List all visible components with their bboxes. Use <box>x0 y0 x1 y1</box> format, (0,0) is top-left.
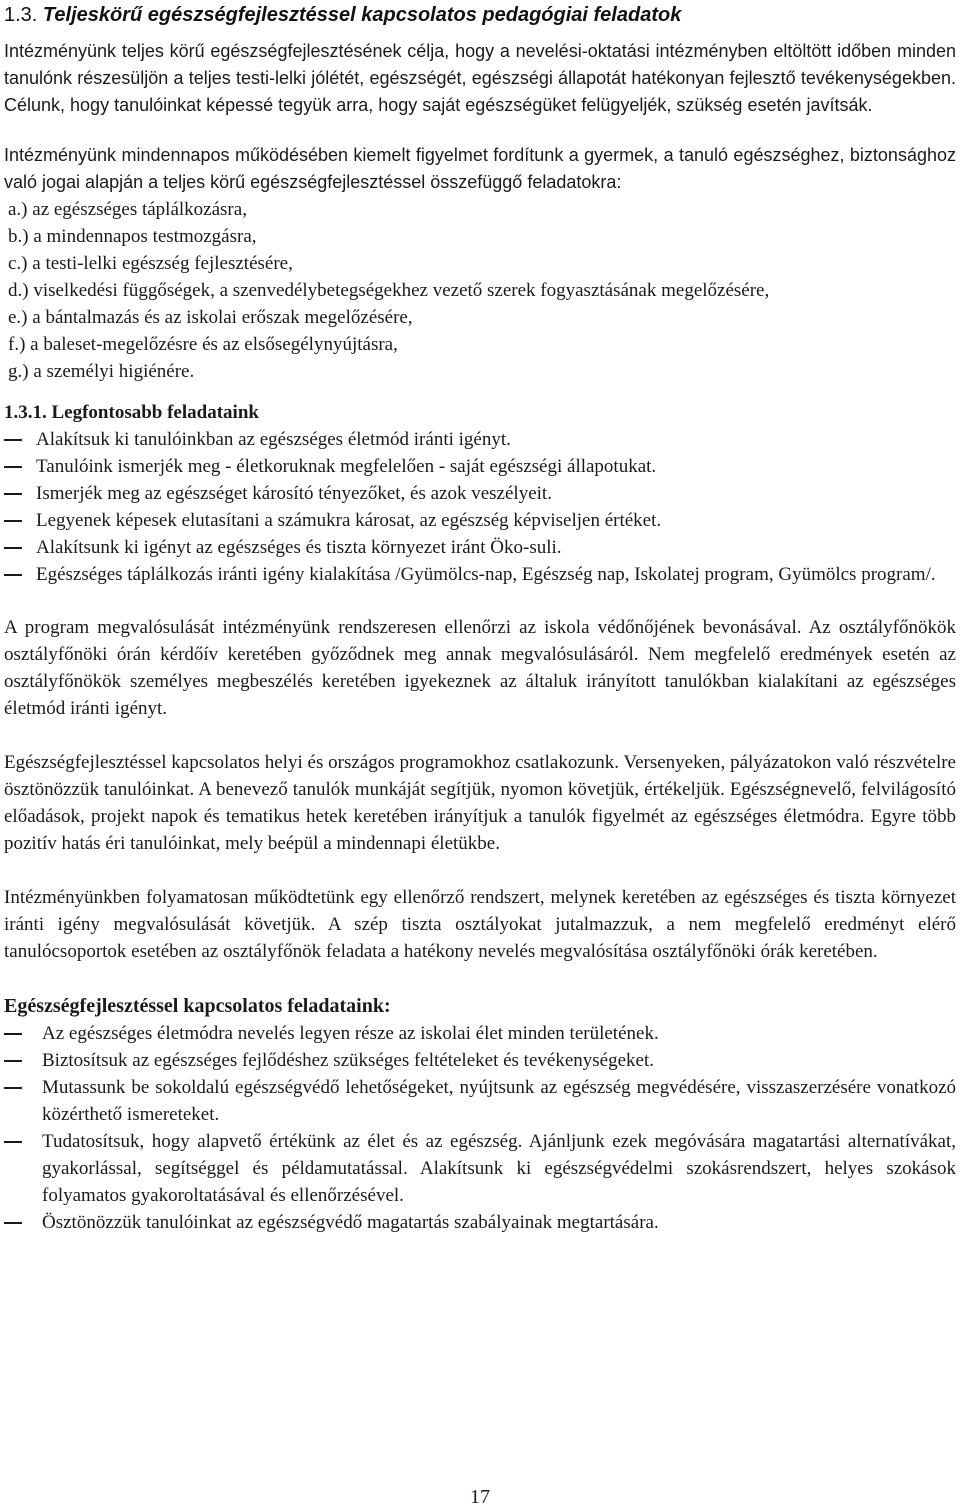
list-item: d.) viselkedési függőségek, a szenvedélybetegségekhez vezető szerek fogyasztásának megelőzésére, <box>8 280 770 301</box>
list-item: f.) a baleset-megelőzésre és az elsősegélynyújtásra, <box>8 334 398 355</box>
list-item: Alakítsunk ki igényt az egészséges és tiszta környezet iránt Öko-suli. <box>4 534 956 561</box>
section-number: 1.3. <box>4 4 38 26</box>
list-item: Biztosítsuk az egészséges fejlődéshez szükséges feltételeket és tevékenységeket. <box>4 1047 956 1074</box>
list-item: Tudatosítsuk, hogy alapvető értékünk az élet és az egészség. Ajánljunk ezek megóvására magatartási alternatívákat, gyakorlással, segítséggel és példamutatással. Alakítsunk ki egészségvédelmi szokásrendszert, helyes szokások folyamatos gyakoroltatásával és ellenőrzésével. <box>4 1128 956 1209</box>
list-item: Ösztönözzük tanulóinkat az egészségvédő magatartás szabályainak megtartására. <box>4 1209 956 1236</box>
list-item: a.) az egészséges táplálkozásra, <box>8 199 247 220</box>
list-item: e.) a bántalmazás és az iskolai erőszak megelőzésére, <box>8 307 413 328</box>
section-title: Teljeskörű egészségfejlesztéssel kapcsolatos pedagógiai feladatok <box>42 4 682 26</box>
key-tasks-list <box>4 426 956 588</box>
list-item: c.) a testi-lelki egészség fejlesztésére, <box>8 253 293 274</box>
subsection-heading: 1.3.1. Legfontosabb feladataink <box>4 402 259 423</box>
list-item: Tanulóink ismerjék meg - életkoruknak megfelelően - saját egészségi állapotukat. <box>4 453 956 480</box>
related-tasks-list <box>4 1020 956 1236</box>
list-item: Mutassunk be sokoldalú egészségvédő lehetőségeket, nyújtsunk az egészség megvédésére, visszaszerzésére vonatkozó közérthető ismereteket. <box>4 1074 956 1128</box>
intro-paragraph: Intézményünk teljes körű egészségfejlesztésének célja, hogy a nevelési-oktatási intézményben eltöltött időben minden tanulónk részesüljön a teljes testi-lelki jólétét, egészségét, egészségi állapotát hatékonyan fejlesztő tevékenységekben. Célunk, hogy tanulóinkat képessé tegyük arra, hogy saját egészségüket felügyeljék, szükség esetén javítsák. <box>4 41 956 115</box>
tasks-list <box>4 196 956 385</box>
page-number: 17 <box>470 1486 490 1508</box>
daily-paragraph: Intézményünk mindennapos működésében kiemelt figyelmet fordítunk a gyermek, a tanuló egészséghez, biztonsághoz való jogai alapján a teljes körű egészségfejlesztéssel összefüggő feladatokra: <box>4 145 956 192</box>
list-item: Az egészséges életmódra nevelés legyen része az iskolai élet minden területének. <box>4 1020 956 1047</box>
monitoring-paragraph: A program megvalósulását intézményünk rendszeresen ellenőrzi az iskola védőnőjének bevonásával. Az osztályfőnökök osztályfőnöki órán kérdőív keretében győződnek meg annak megvalósulásáról. Nem megfelelő eredmények esetén az osztályfőnökök személyes megbeszélés keretében igyekeznek az általuk irányított tanulókban kialakítani az egészséges életmód iránti igényt. <box>4 617 956 719</box>
control-system-paragraph: Intézményünkben folyamatosan működtetünk egy ellenőrző rendszert, melynek keretében az egészséges és tiszta környezet iránti igény megvalósulását követjük. A szép tiszta osztályokat jutalmazzuk, a nem megfelelő eredményt elérő tanulócsoportok esetében az osztályfőnök feladata a hatékony nevelés megvalósítása osztályfőnöki órák keretében. <box>4 887 956 962</box>
list-item: Legyenek képesek elutasítani a számukra károsat, az egészség képviseljen értéket. <box>4 507 956 534</box>
list-item: g.) a személyi higiénére. <box>8 361 195 382</box>
list-item: Egészséges táplálkozás iránti igény kialakítása /Gyümölcs-nap, Egészség nap, Iskolatej program, Gyümölcs program/. <box>4 561 956 588</box>
related-tasks-heading: Egészségfejlesztéssel kapcsolatos feladataink: <box>4 995 391 1017</box>
list-item: Ismerjék meg az egészséget károsító tényezőket, és azok veszélyeit. <box>4 480 956 507</box>
document-page <box>4 0 956 1236</box>
programs-paragraph: Egészségfejlesztéssel kapcsolatos helyi és országos programokhoz csatlakozunk. Versenyeken, pályázatokon való részvételre ösztönözzük tanulóinkat. A benevező tanulók munkáját segítjük, nyomon követjük, értékeljük. Egészségnevelő, felvilágosító előadások, projekt napok és tematikus hetek keretében irányítjuk a tanulók figyelmét az egészséges életmódra. Egyre több pozitív hatás éri tanulóinkat, mely beépül a mindennapi életükbe. <box>4 752 956 854</box>
section-heading <box>4 2 956 28</box>
list-item: b.) a mindennapos testmozgásra, <box>8 226 257 247</box>
list-item: Alakítsuk ki tanulóinkban az egészséges életmód iránti igényt. <box>4 426 956 453</box>
